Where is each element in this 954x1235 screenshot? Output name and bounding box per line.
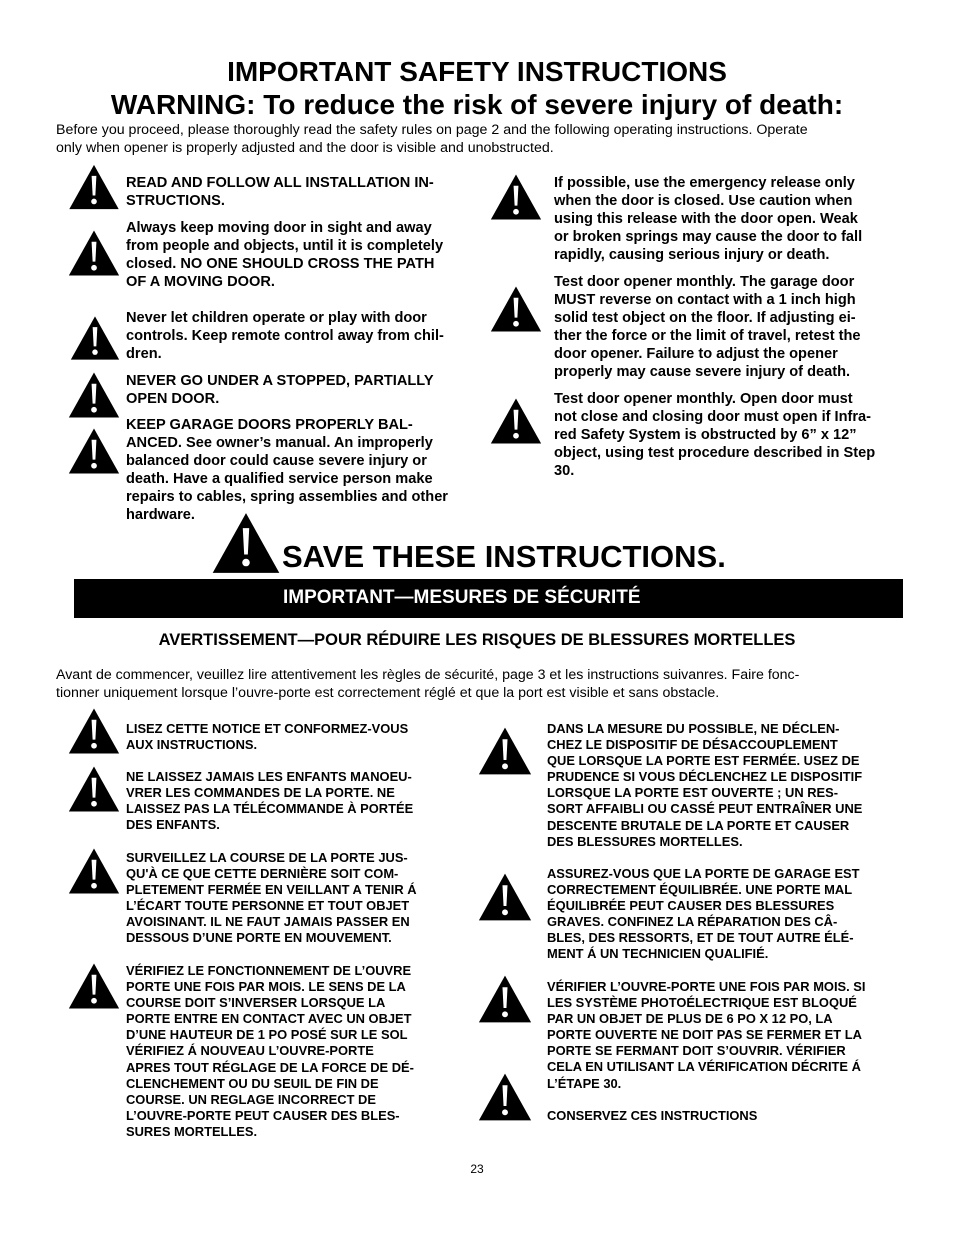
page-number: 23 [470,1162,484,1176]
warning-item-children: Never let children operate or play with door controls. Keep remote control away from chil- dren. [126,310,444,362]
warning-icon [68,370,120,420]
intro-text: Before you proceed, please thoroughly read the safety rules on page 2 and the following operating instructions. Operate only when opener is properly adjusted and the door is visible and unobstructed. [56,122,808,156]
warning-icon [68,764,120,814]
warning-icon [68,228,120,278]
fr-item-surveillez: SURVEILLEZ LA COURSE DE LA PORTE JUS- QU'À CE QUE CETTE DERNIÈRE SOIT COM- PLETEMENT FERMÉE EN VEILLANT A TENIR Á L’ÉCART TOUTE PERSONNE ET TOUT OBJET AVOISINANT. IL NE FAUT JAMAIS PASSER EN DESSOUS D’UNE PORTE EN MOUVEMENT. [126,850,417,946]
warning-icon-large [210,512,282,574]
fr-item-equilibree: ASSUREZ-VOUS QUE LA PORTE DE GARAGE EST CORRECTEMENT ÉQUILIBRÉE. UNE PORTE MAL ÉQUILIBRÉE PEUT CAUSER DES BLESSURES GRAVES. CONFINEZ LA RÉPARATION DES CÂ- BLES, DES RESSORTS, ET DE TOUT AUTRE ÉLÉ- MENT Á UN TECHNICIEN QUALIFIÉ. [547,866,860,962]
french-warning-heading: AVERTISSEMENT—POUR RÉDUIRE LES RISQUES DE BLESSURES MORTELLES [158,631,796,649]
warning-item-keep-door-in-sight: Always keep moving door in sight and away from people and objects, until it is completely closed. NO ONE SHOULD CROSS THE PATH OF A MOVING DOOR. [126,220,444,290]
save-instructions-heading: SAVE THESE INSTRUCTIONS. [282,539,726,574]
title-line-1: IMPORTANT SAFETY INSTRUCTIONS [227,56,727,87]
warning-icon [478,872,532,922]
french-intro-text: Avant de commencer, veuillez lire attentivement les règles de sécurité, page 3 et les instructions suivanres. Faire fonc- tionner uniquement lorsque l’ouvre-porte est correctement réglé et que la port est visible et sans obstacle. [56,667,800,701]
warning-icon [68,846,120,896]
warning-icon [490,396,542,446]
warning-icon [478,726,532,776]
warning-icon [68,960,120,1012]
fr-item-conservez: CONSERVEZ CES INSTRUCTIONS [547,1108,758,1123]
warning-icon [68,164,120,210]
warning-item-never-go-under: NEVER GO UNDER A STOPPED, PARTIALLY OPEN DOOR. [126,373,434,407]
warning-item-balanced-doors: KEEP GARAGE DOORS PROPERLY BAL- ANCED. See owner’s manual. An improperly balanced door could cause severe injury or death. Have a qualified service person make repairs to cables, spring assemblies and other hardware. [126,417,448,523]
fr-item-photoelectrique: VÉRIFIER L’OUVRE-PORTE UNE FOIS PAR MOIS. SI LES SYSTÈME PHOTOÉLECTRIQUE EST BLOQUÉ PAR UN OBJET DE PLUS DE 6 PO X 12 PO, LA PORTE OUVERTE NE DOIT PAS SE FERMER ET LA PORTE SE FERMANT DOIT S’OUVRIR. VÉRIFIER CELA EN UTILISANT LA VÉRIFICATION DÉCRITE Á L’ÉTAPE 30. [547,979,866,1091]
warning-item-test-reverse: Test door opener monthly. The garage door MUST reverse on contact with a 1 inch high solid test object on the floor. If adjusting ei- ther the force or the limit of travel, retest the door opener. Failure to adjust the opener properly may cause severe injury of death. [554,274,861,380]
french-section-bar [74,579,903,618]
french-section-title: IMPORTANT—MESURES DE SÉCURITÉ [283,587,641,608]
warning-icon [478,974,532,1024]
warning-icon [70,313,120,363]
warning-icon [478,1072,532,1122]
warning-item-read-instructions: READ AND FOLLOW ALL INSTALLATION IN- STRUCTIONS. [126,175,434,209]
warning-icon [68,426,120,476]
warning-item-emergency-release: If possible, use the emergency release only when the door is closed. Use caution when using this release with the door open. Weak or broken springs may cause the door to fall rapidly, causing serious injury or death. [554,175,863,263]
fr-item-lisez: LISEZ CETTE NOTICE ET CONFORMEZ-VOUS AUX INSTRUCTIONS. [126,721,409,753]
warning-icon [490,284,542,334]
fr-item-desaccouplement: DANS LA MESURE DU POSSIBLE, NE DÉCLEN- CHEZ LE DISPOSITIF DE DÉSACCOUPLEMENT QUE LORSQUE LA PORTE EST FERMÉE. USEZ DE PRUDENCE SI VOUS DÉCLENCHEZ LE DISPOSITIF LORSQUE LA PORTE EST OUVERTE ; UN RES- SORT AFFAIBLI OU CASSÉ PEUT ENTRAÎNER UNE DESCENTE BRUTALE DE LA PORTE ET CAUSER DES BLESSURES MORTELLES. [547,721,863,849]
fr-item-verifiez: VÉRIFIEZ LE FONCTIONNEMENT DE L’OUVRE PORTE UNE FOIS PAR MOIS. LE SENS DE LA COURSE DOIT S’INVERSER LORSQUE LA PORTE ENTRE EN CONTACT AVEC UN OBJET D’UNE HAUTEUR DE 1 PO POSÉ SUR LE SOL VÉRIFIEZ Á NOUVEAU L’OUVRE-PORTE APRES TOUT RÉGLAGE DE LA FORCE DE DÉ- CLENCHEMENT OU DU SEUIL DE FIN DE COURSE. UN REGLAGE INCORRECT DE L’OUVRE-PORTE PEUT CAUSER DES BLES- SURES MORTELLES. [126,963,414,1139]
warning-icon [68,706,120,756]
warning-item-test-infrared: Test door opener monthly. Open door must not close and closing door must open if Infra- red Safety System is obstructed by 6” x 12” object, using test procedure described in Step 30. [554,391,876,479]
warning-icon [490,172,542,222]
title-line-2: WARNING: To reduce the risk of severe injury of death: [110,89,844,120]
fr-item-enfants: NE LAISSEZ JAMAIS LES ENFANTS MANOEU- VRER LES COMMANDES DE LA PORTE. NE LAISSEZ PAS LA TÉLÉCOMMANDE À PORTÉE DES ENFANTS. [126,769,414,833]
